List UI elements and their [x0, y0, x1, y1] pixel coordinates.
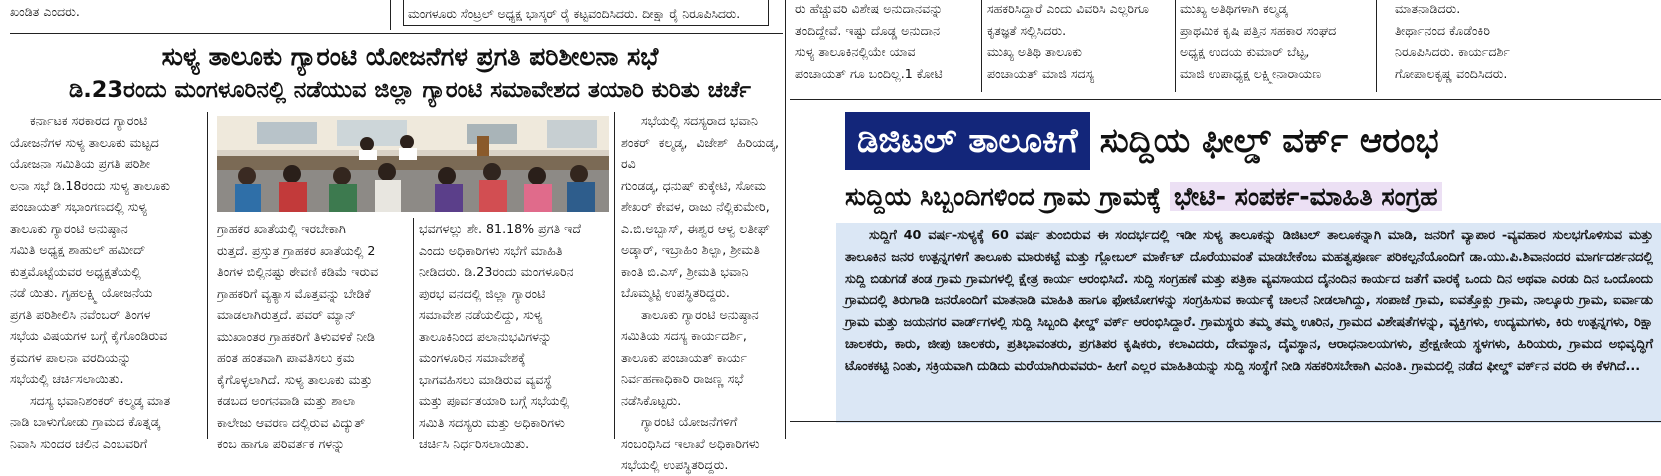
- column-rule: [207, 112, 208, 439]
- article-col-2: ಗ್ರಾಹಕರ ಖಾತೆಯಲ್ಲಿ ಇರಬೇಕಾಗಿ ರುತ್ತದೆ. ಪ್ರಸ್ತುತ ಗ್ರಾಹಕರ ಖಾತೆಯಲ್ಲಿ 2 ತಿಂಗಳ ಬಿಲ್ಲಿನಷ್ಟು ಠೇವಣಿ ಕಡಿಮೆ ಇರುವ ಗ್ರಾಹಕರಿಗೆ ವ್ಯತ್ಯಾಸ ಮೊತ್ತವನ್ನು ಬೇಡಿಕೆ ಮಾಡಲಾಗಿರುತ್ತದೆ. ಪವರ್ ಮ್ಯಾನ್ ಮುಖಾಂತರ ಗ್ರಾಹಕರಿಗೆ ತಿಳುವಳಿಕೆ ನೀಡಿ ಹಂತ ಹಂತವಾಗಿ ಪಾವತಿಸಲು ಕ್ರಮ ಕೈಗೊಳ್ಳಲಾಗಿದೆ. ಸುಳ್ಯ ತಾಲೂಕು ಮತ್ತು ಕಡಬದ ಅಂಗನವಾಡಿ ಮತ್ತು ಶಾಲಾ ಕಾಲೇಜು ಆವರಣ ದಲ್ಲಿರುವ ವಿದ್ಯುತ್ ಕಂಬ ಹಾಗೂ ಪರಿವರ್ತಕ ಗಳನ್ನು: [217, 221, 379, 451]
- article-col-1: ಕರ್ನಾಟಕ ಸರಕಾರದ ಗ್ಯಾರಂಟಿ ಯೋಜನೆಗಳ ಸುಳ್ಯ ತಾಲೂಕು ಮಟ್ಟದ ಯೋಜನಾ ಸಮಿತಿಯ ಪ್ರಗತಿ ಪರಿಶೀ ಲನಾ ಸಭೆ ಡಿ.18ರಂದು ಸುಳ್ಯ ತಾಲೂಕು ಪಂಚಾಯತ್ ಸಭಾಂಗಣದಲ್ಲಿ ಸುಳ್ಯ ತಾಲೂಕು ಗ್ಯಾರಂಟಿ ಅನುಷ್ಠಾನ ಸಮಿತಿ ಅಧ್ಯಕ್ಷ ಶಾಹುಲ್ ಹಮೀದ್ ಕುತ್ತಮೊಟ್ಟೆಯವರ ಅಧ್ಯಕ್ಷತೆಯಲ್ಲಿ ನಡೆ ಯಿತು. ಗೃಹಲಕ್ಷ್ಮಿ ಯೋಜನೆಯ ಪ್ರಗತಿ ಪರಿಶೀಲಿಸಿ ನವೆಂಬರ್ ತಿಂಗಳ ಸಭೆಯ ವಿಷಯಗಳ ಬಗ್ಗೆ ಕೈಗೊಂಡಿರುವ ಕ್ರಮಗಳ ಪಾಲನಾ ವರದಿಯನ್ನು ಸಭೆಯಲ್ಲಿ ಚರ್ಚಿಸಲಾಯಿತು. ಸದಸ್ಯ ಭವಾನಿಶಂಕರ್ ಕಲ್ಮಡ್ಕ ಮಾತ ನಾಡಿ ಬಾಳುಗೋಡು ಗ್ರಾಮದ ಕೊತ್ನಡ್ಕ ನಿವಾಸಿ ಸುಂದರ ಚಲಿನ ಎಂಬವರಿಗೆ: [10, 113, 171, 451]
- article-col-3: ಭವಗಳಲ್ಲು ಶೇ. 81.18% ಪ್ರಗತಿ ಇದೆ ಎಂದು ಅಧಿಕಾರಿಗಳು ಸಭೆಗೆ ಮಾಹಿತಿ ನೀಡಿದರು. ಡಿ.23ರಂದು ಮಂಗಳೂರಿನ ಪುರಭ ವನದಲ್ಲಿ ಜಿಲ್ಲಾ ಗ್ಯಾರಂಟಿ ಸಮಾವೇಶ ನಡೆಯಲಿದ್ದು, ಸುಳ್ಯ ತಾಲೂಕಿನಿಂದ ಪಲಾನುಭವಿಗಳನ್ನು ಮಂಗಳೂರಿನ ಸಮಾವೇಶಕ್ಕೆ ಭಾಗವಹಿಸಲು ಮಾಡಿರುವ ವ್ಯವಸ್ಥೆ ಮತ್ತು ಪೂರ್ವತಯಾರಿ ಬಗ್ಗೆ ಸಭೆಯಲ್ಲಿ ಸಮಿತಿ ಸದಸ್ಯರು ಮತ್ತು ಅಧಿಕಾರಿಗಳು ಚರ್ಚಿಸಿ ನಿರ್ಧರಿಸಲಾಯಿತು.: [419, 221, 582, 451]
- column-rule: [390, 0, 391, 30]
- meeting-photo: [217, 116, 609, 212]
- column-rule: [614, 112, 615, 439]
- boxed-note: ಮಂಗಳೂರು ಸೆಂಟ್ರಲ್ ಅಧ್ಯಕ್ಷ ಭಾಸ್ಕರ್ ರೈ ಕಟ್ಟವಂದಿಸಿದರು. ದೀಕ್ಷಾ ರೈ ನಿರೂಪಿಸಿದರು.: [403, 0, 769, 26]
- headline-secondary: ಡಿ.23ರಂದು ಮಂಗಳೂರಿನಲ್ಲಿ ನಡೆಯುವ ಜಿಲ್ಲಾ ಗ್ಯಾರಂಟಿ ಸಮಾವೇಶದ ತಯಾರಿ ಕುರಿತು ಚರ್ಚೆ: [69, 77, 751, 103]
- subtitle-highlight: ಭೇಟಿ- ಸಂಪರ್ಕ-ಮಾಹಿತಿ ಸಂಗ್ರಹ: [1170, 182, 1442, 211]
- article-title: [845, 112, 1439, 170]
- article-body: [845, 225, 1653, 378]
- section-divider: [790, 421, 1661, 422]
- title-rest-part: ಸುದ್ದಿಯ ಫೀಲ್ಡ್ ವರ್ಕ್ ಆರಂಭ: [1099, 121, 1439, 161]
- title-boxed-part: ಡಿಜಿಟಲ್ ತಾಲೂಕಿಗೆ: [845, 112, 1090, 170]
- column-rule: [1175, 0, 1176, 92]
- top-right-col-2: ಸಹಕರಿಸಿದ್ದಾರೆ ಎಂದು ವಿವರಿಸಿ ಎಲ್ಲರಿಗೂ ಕೃತಜ್ಞತೆ ಸಲ್ಲಿಸಿದರು. ಮುಖ್ಯ ಅತಿಥಿ ತಾಲೂಕು ಪಂಚಾಯತ್ ಮಾಜಿ ಸದಸ್ಯ: [987, 1, 1149, 81]
- article-body-text: ಸುದ್ದಿಗೆ 40 ವರ್ಷ-ಸುಳ್ಯಕ್ಕೆ 60 ವರ್ಷ ತುಂಬಿರುವ ಈ ಸಂದರ್ಭದಲ್ಲಿ ಇಡೀ ಸುಳ್ಯ ತಾಲೂಕನ್ನು ಡಿಜಿಟಲ್ ತಾಲೂಕನ್ನಾಗಿ ಮಾಡಿ, ಜನರಿಗೆ ವ್ಯಾಪಾರ -ವ್ಯವಹಾರ ಸುಲಭಗೊಳಿಸುವ ಮತ್ತು ತಾಲೂಕಿನ ಜನರ ಉತ್ಪನ್ನಗಳಿಗೆ ತಾಲೂಕು ಮಾರುಕಟ್ಟೆ ಮತ್ತು ಗ್ಲೋಬಲ್ ಮಾರ್ಕೆಟ್ ದೊರೆಯುವಂತೆ ಮಾಡಬೇಕೆಂಬ ಮಹತ್ವಪೂರ್ಣ ಪರಿಕಲ್ಪನೆಯೊಂದಿಗೆ ಡಾ.ಯು.ಪಿ.ಶಿವಾನಂದರ ಮಾರ್ಗದರ್ಶನದಲ್ಲಿ ಸುದ್ದಿ ಬಿಡುಗಡೆ ತಂಡ ಗ್ರಾಮ ಗ್ರಾಮಗಳಲ್ಲಿ ಕ್ಷೇತ್ರ ಕಾರ್ಯ ಆರಂಭಿಸಿದೆ. ಸುದ್ದಿ ಸಂಗ್ರಹಣೆ ಮತ್ತು ಪತ್ರಿಕಾ ವ್ಯವಸಾಯದ ದೈನಂದಿನ ಕಾರ್ಯದ ಜತೆಗೆ ವಾರಕ್ಕೆ ಒಂದು ದಿನ ಅಥವಾ ಎರಡು ದಿನ ಒಂದೊಂದು ಗ್ರಾಮದಲ್ಲಿ ತಿರುಗಾಡಿ ಜನರೊಂದಿಗೆ ಮಾತನಾಡಿ ಮಾಹಿತಿ ಹಾಗೂ ಫೋಟೋಗಳನ್ನು ಸಂಗ್ರಹಿಸುವ ಕಾರ್ಯಕ್ಕೆ ಚಾಲನೆ ನೀಡಲಾಗಿದ್ದು, ಸಂಪಾಜೆ ಗ್ರಾಮ, ಐವತ್ತೊಕ್ಲು ಗ್ರಾಮ, ನಾಲ್ಕೂರು ಗ್ರಾಮ, ಐರ್ವಾಡು ಗ್ರಾಮ ಮತ್ತು ಜಯನಗರ ವಾರ್ಡ್‌ಗಳಲ್ಲಿ ಸುದ್ದಿ ಸಿಬ್ಬಂದಿ ಫೀಲ್ಡ್ ವರ್ಕ್ ಆರಂಭಿಸಿದ್ದಾರೆ. ಗ್ರಾಮಸ್ಥರು ತಮ್ಮ ತಮ್ಮ ಊರಿನ, ಗ್ರಾಮದ ವಿಶೇಷತೆಗಳನ್ನು, ವ್ಯಕ್ತಿಗಳು, ಉದ್ಯಮಗಳು, ಕಿರು ಉತ್ಪನ್ನಗಳು, ರಿಕ್ಷಾ ಚಾಲಕರು, ಕಾರು, ಜೀಪು ಚಾಲಕರು, ಪ್ರತಿಭಾವಂತರು, ಪ್ರಗತಿಪರ ಕೃಷಿಕರು, ಕಲಾವಿದರು, ದೇವಸ್ಥಾನ, ದೈವಸ್ಥಾನ, ಆರಾಧನಾಲಯಗಳು, ಪ್ರೇಕ್ಷಣೀಯ ಸ್ಥಳಗಳು, ಹಿರಿಯರು, ಗ್ರಾಮದ ಅಭಿವೃದ್ಧಿಗೆ ಟೊಂಕಕಟ್ಟಿ ನಿಂತು, ಸಕ್ರಿಯವಾಗಿ ದುಡಿದು ಮರೆಯಾಗಿರುವವರು- ಹೀಗೆ ಎಲ್ಲರ ಮಾಹಿತಿಯನ್ನು ಸುದ್ದಿ ಸಂಸ್ಥೆಗೆ ನೀಡಿ ಸಹಕರಿಸಬೇಕಾಗಿ ವಿನಂತಿ. ಗ್ರಾಮದಲ್ಲಿ ನಡೆದ ಫೀಲ್ಡ್ ವರ್ಕ್‌ನ ವರದಿ ಈ ಕೆಳಗಿದೆ...: [845, 228, 1653, 374]
- top-right-col-1: ರು ಹೆಚ್ಚುವರಿ ವಿಶೇಷ ಅನುದಾನವನ್ನು ತಂದಿದ್ದೇವೆ. ಇಷ್ಟು ದೊಡ್ಡ ಅನುದಾನ ಸುಳ್ಯ ತಾಲೂಕಿನಲ್ಲಿಯೇ ಯಾವ ಪಂಚಾಯತ್ ಗೂ ಬಂದಿಲ್ಲ.1 ಕೋಟಿ: [795, 1, 943, 81]
- column-rule: [413, 218, 414, 439]
- section-divider: [10, 33, 783, 34]
- column-rule: [1376, 0, 1377, 92]
- headline-primary: ಸುಳ್ಯ ತಾಲೂಕು ಗ್ಯಾರಂಟಿ ಯೋಜನೆಗಳ ಪ್ರಗತಿ ಪರಿಶೀಲನಾ ಸಭೆ: [161, 42, 659, 71]
- subtitle-plain: ಸುದ್ದಿಯ ಸಿಬ್ಬಂದಿಗಳಿಂದ ಗ್ರಾಮ ಗ್ರಾಮಕ್ಕೆ: [845, 182, 1162, 211]
- top-right-col-4: ಮಾತನಾಡಿದರು. ತೀರ್ಥಾನಂದ ಕೊಡೆಂಕಿರಿ ನಿರೂಪಿಸಿದರು. ಕಾರ್ಯದರ್ಶಿ ಗೋಪಾಲಕೃಷ್ಣ ವಂದಿಸಿದರು.: [1395, 1, 1510, 81]
- column-rule: [981, 0, 982, 92]
- top-left-fragment: ಖಂಡಿತ ಎಂದರು.: [10, 4, 80, 19]
- section-divider: [790, 99, 1661, 100]
- article-col-4: ಸಭೆಯಲ್ಲಿ ಸದಸ್ಯರಾದ ಭವಾನಿ ಶಂಕರ್ ಕಲ್ಮಡ್ಕ, ವಿಜೇಶ್ ಹಿರಿಯಡ್ಕ, ರವಿ ಗುಂಡಡ್ಕ, ಧನುಷ್ ಕುಕ್ಕೇಟಿ, ಸೋಮ ಶೇಖರ್ ಕೇವಳ, ರಾಜು ನೆಲ್ಲಿಕುಮೇರಿ, ಎ.ಬಿ.ಅಬ್ಬಾಸ್, ಈಶ್ವರ ಆಳ್ವ ಲತೀಫ್ ಅಡ್ಕಾರ್, ಇಬ್ರಾಹಿಂ ಶಿಲ್ಪಾ, ಶ್ರೀಮತಿ ಕಾಂತಿ ಬಿ.ಎಸ್, ಶ್ರೀಮತಿ ಭವಾನಿ ಬೊಮ್ಮಟ್ಟಿ ಉಪಸ್ಥಿತರಿದ್ದರು. ತಾಲೂಕು ಗ್ಯಾರಂಟಿ ಅನುಷ್ಠಾನ ಸಮಿತಿಯ ಸದಸ್ಯ ಕಾರ್ಯದರ್ಶಿ, ತಾಲೂಕು ಪಂಚಾಯತ್ ಕಾರ್ಯ ನಿರ್ವಹಣಾಧಿಕಾರಿ ರಾಜಣ್ಣ ಸಭೆ ನಡೆಸಿಕೊಟ್ಟರು. ಗ್ಯಾರಂಟಿ ಯೋಜನೆಗಳಿಗೆ ಸಂಬಂಧಿಸಿದ ಇಲಾಖೆ ಅಧಿಕಾರಿಗಳು ಸಭೆಯಲ್ಲಿ ಉಪಸ್ಥಿತರಿದ್ದರು.: [621, 113, 779, 472]
- top-right-col-3: ಮುಖ್ಯ ಅತಿಥಿಗಳಾಗಿ ಕಲ್ಮಡ್ಕ ಪ್ರಾಥಮಿಕ ಕೃಷಿ ಪತ್ತಿನ ಸಹಕಾರ ಸಂಘದ ಅಧ್ಯಕ್ಷ ಉದಯ ಕುಮಾರ್ ಬೆಟ್ಟ, ಮಾಜಿ ಉಪಾಧ್ಯಕ್ಷ ಲಕ್ಷ್ಮೀನಾರಾಯಣ: [1180, 1, 1337, 81]
- article-subtitle: [845, 180, 1442, 214]
- meeting-photo-image: [217, 116, 609, 212]
